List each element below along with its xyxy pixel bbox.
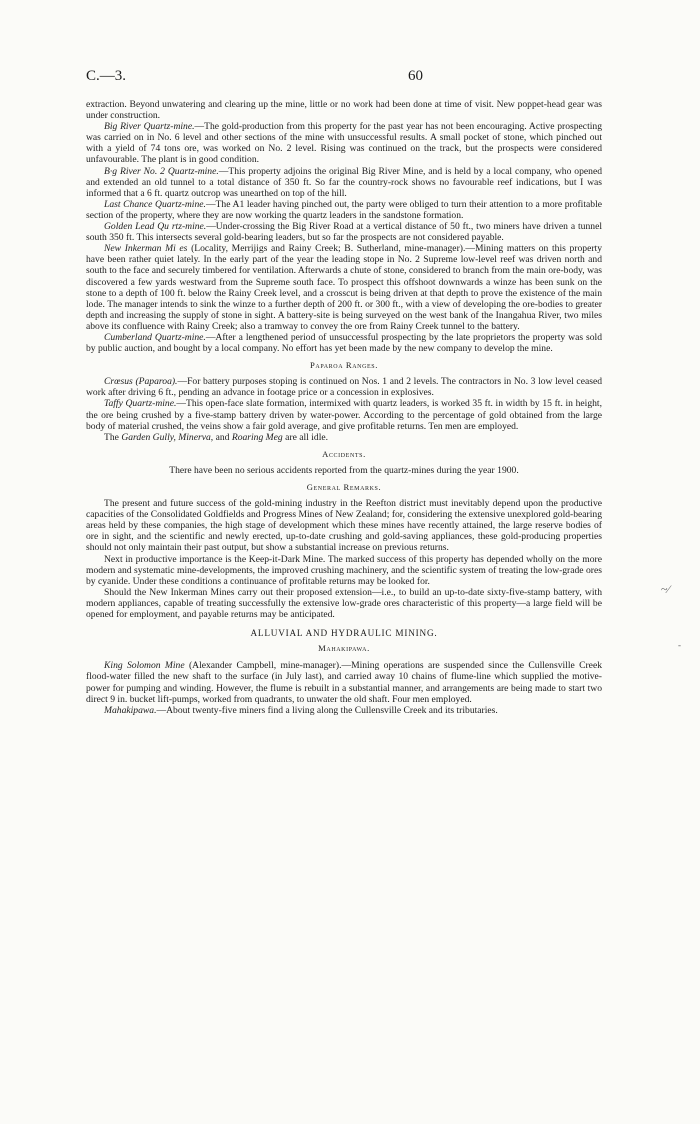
idle-name-roaring-meg: Roaring Meg [231, 431, 283, 443]
paragraph-text: —This property adjoins the original Big River Mine, and is held by a local company, who opened and extended an old tunnel to a total distance of 350 ft. So far the country-rock shows no favourable reef indications, but I was informed that a 6 ft. quartz outcrop was unearthed on top of the hill. [86, 165, 602, 199]
paragraph [86, 398, 602, 431]
idle-mines-paragraph [86, 432, 602, 443]
paragraph [86, 332, 602, 354]
paragraph-text: —The A1 leader having pinched out, the party were obliged to turn their attention to a more profitable section of the property, where they are now working the quartz leaders in the sandstone formation. [86, 198, 602, 221]
paragraph [86, 660, 602, 704]
paragraph-lead: Crœsus (Paparoa). [104, 376, 178, 388]
heading-general-remarks: General Remarks. [306, 482, 382, 492]
page-number: 60 [408, 68, 423, 84]
paragraph-lead: Cumberland Quartz-mine. [104, 331, 206, 343]
idle-text-mid: and [213, 431, 232, 443]
remarks-paragraph: The present and future success of the gold-mining industry in the Reefton district must inevitably depend upon the productive capacities of the Consolidated Goldfields and Progress Mines of New Zealand; for, considering the extensive unexplored gold-bearing areas held by these companies, the high stage of development which these mines have recently attained, the large reserve bodies of ore in sight, and the scientific and newly erected, up-to-date crushing and gold-saving appliances, these gold-producing properties should not only maintain their past output, but show a substantial increase on previous returns. [86, 498, 602, 554]
idle-text-post: are all idle. [282, 431, 329, 443]
idle-text-pre: The [104, 431, 122, 443]
paragraph [86, 99, 602, 121]
paragraph-text: —After a lengthened period of unsuccessful prospecting by the late proprietors the property was sold by public auction, and bought by a local company. No effort has yet been made by the new company to develop the mine. [86, 331, 603, 355]
heading-paparoa-ranges: Paparoa Ranges. [310, 360, 378, 371]
paragraph [86, 121, 602, 165]
paragraph-lead: Golden Lead Qu rtz-mine. [104, 221, 207, 233]
paragraph-text: —About twenty-five miners find a living along the Cullensville Creek and its tributaries. [156, 704, 498, 716]
heading-mahakipawa: Mahakipawa. [318, 643, 370, 654]
paragraph-text: —Under-crossing the Big River Road at a vertical distance of 50 ft., two miners have driven a tunnel south 350 ft. This intersects several gold-bearing leaders, but so far the prospects are not considered payable. [86, 221, 602, 244]
paragraph-lead: Taffy Quartz-mine. [104, 398, 177, 410]
paragraph-text: (Locality, Merrijigs and Rainy Creek; B. Sutherland, mine-manager).—Mining matters on this property have been rather quiet lately. In the early part of the year the leading stope in No. 2 Supreme low-level reef was driven north and south to the face and securely timbered for ventilation. Afterwards a chute of stone, considered to branch from the main ore-body, was discovered a few yards westward from the Supreme south face. To prospect this offshoot downwards a winze has been sunk on the stone to a depth of 100 ft. below the Rainy Creek level, and a crosscut is being driven at that depth to prove the existence of the main lode. The manager intends to sink the winze to a further depth of 200 ft. or 300 ft., with a view of developing the ore-bodies to greater depth and increasing the supply of stone in sight. A battery-site is being surveyed on the west bank of the Inangahua River, two miles above its confluence with Rainy Creek; also a tramway to convey the ore from Rainy Creek tunnel to the battery. [86, 243, 602, 332]
margin-mark: ~⁄ [661, 582, 670, 596]
mines-section [86, 99, 602, 354]
margin-tick: - [678, 640, 681, 650]
paragraph-lead: Big River Quartz-mine. [104, 121, 195, 133]
remarks-paragraph: Should the New Inkerman Mines carry out their proposed extension—i.e., to build an up-to-date sixty-five-stamp battery, with modern appliances, capable of treating successfully the extensive low-grade ores characteristic of this property—a large field will be opened for employment, and payable returns may be anticipated. [86, 586, 602, 621]
general-remarks-section [86, 498, 602, 620]
paragraph [86, 199, 602, 221]
paragraph-text: extraction. Beyond unwatering and clearing up the mine, little or no work had been done at time of visit. New poppet-head gear was under construction. [86, 99, 602, 122]
alluvial-section [86, 660, 602, 715]
page-header [86, 68, 646, 88]
paragraph [86, 705, 602, 716]
idle-names: Garden Gully, Minerva, [121, 431, 214, 443]
paragraph-lead: Last Chance Quartz-mine. [104, 198, 206, 210]
document-reference: C.—3. [86, 68, 127, 84]
paragraph-lead: Mahakipawa. [104, 704, 157, 716]
page-body [86, 99, 602, 716]
paragraph-lead: B·g River No. 2 Quartz-mine. [104, 165, 219, 177]
remarks-paragraph: Next in productive importance is the Keep-it-Dark Mine. The marked success of this property has depended wholly on the more modern and systematic mine-developments, the improved crushing machinery, and the scientific system of treating the low-grade ores by cyanide. Under these conditions a continuance of profitable returns may be looked for. [86, 553, 602, 587]
paragraph [86, 376, 602, 398]
paragraph-lead: King Solomon Mine [104, 660, 185, 672]
paragraph-text: (Alexander Campbell, mine-manager).—Mining operations are suspended since the Cullensville Creek flood-water filled the new shaft to the surface (in July last), and carried away 10 chains of flume-line which supplied the motive-power for pumping and winding. However, the flume is rebuilt in a substantial manner, and arrangements are being made to start two direct 9 in. bucket lift-pumps, worked from quadrants, to unwater the old shaft. Four men employed. [86, 660, 602, 705]
paragraph [86, 243, 602, 332]
paragraph [86, 166, 602, 199]
accidents-paragraph: There have been no serious accidents reported from the quartz-mines during the year 1900. [169, 464, 519, 476]
paragraph-text: —The gold-production from this property for the past year has not been encouraging. Active prospecting was carried on in No. 6 level and other sections of the mine with unsuccessful results. A small pocket of stone, which pinched out with a yield of 74 tons ore, was worked on No. 2 level. Rising was continued on the track, but the prospects were considered unfavourable. The plant is in good condition. [86, 121, 602, 166]
paragraph [86, 221, 602, 243]
heading-alluvial-mining: ALLUVIAL AND HYDRAULIC MINING. [250, 628, 438, 639]
heading-accidents: Accidents. [322, 448, 366, 459]
paragraph-text: —This open-face slate formation, intermixed with quartz leaders, is worked 35 ft. in width by 15 ft. in height, the ore being crushed by a five-stamp battery driven by water-power. According to the percentage of gold obtained from the large body of material crushed, the veins show a fair gold average, and give profitable returns. Ten men are employed. [86, 398, 602, 432]
paparoa-section [86, 376, 602, 431]
paragraph-lead: New Inkerman Mi es [104, 243, 188, 255]
paragraph-text: —For battery purposes stoping is continued on Nos. 1 and 2 levels. The contractors in No. 3 low level ceased work after driving 6 ft., pending an advance in footage price or a concession in explosives. [86, 376, 602, 399]
